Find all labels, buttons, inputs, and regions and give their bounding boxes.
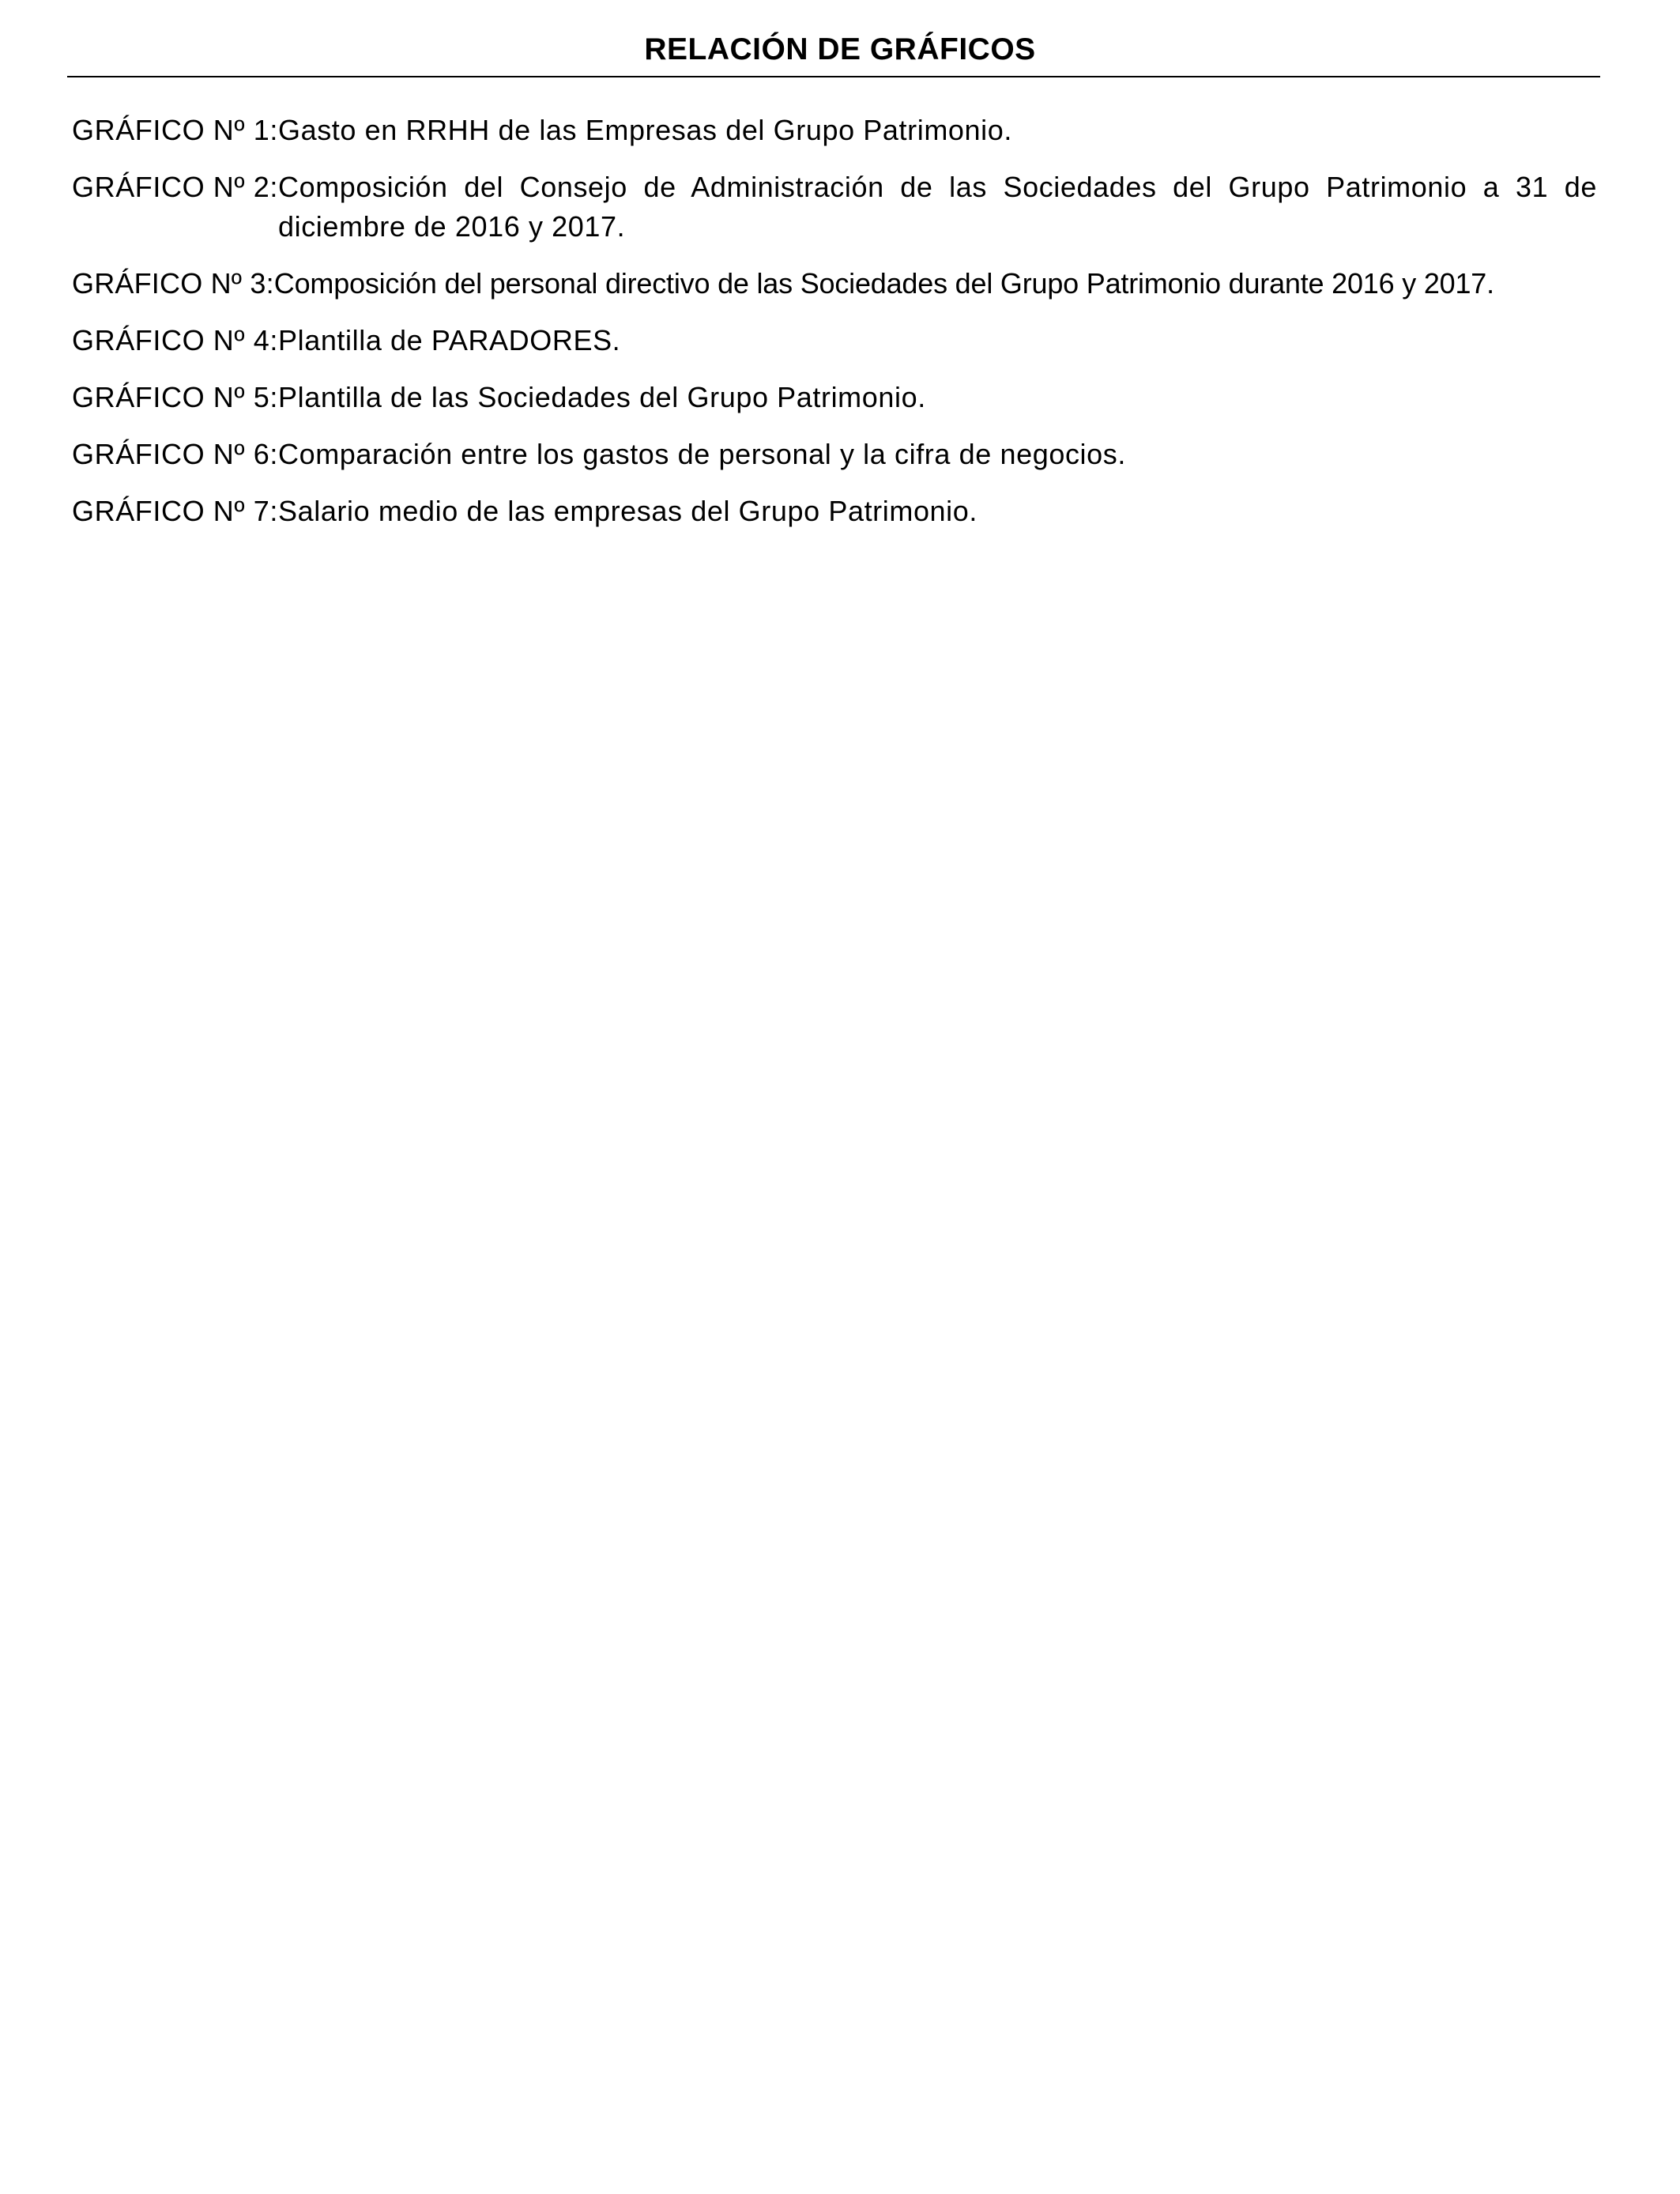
figure-label: GRÁFICO Nº 2:: [72, 171, 278, 203]
figure-label: GRÁFICO Nº 6:: [72, 438, 278, 470]
figure-label: GRÁFICO Nº 1:: [72, 114, 278, 146]
figure-caption: Salario medio de las empresas del Grupo Patrimonio.: [277, 495, 978, 527]
figure-list: [72, 111, 1597, 548]
figure-caption: Composición del personal directivo de las Sociedades del Grupo Patrimonio durante 2016 y 2017.: [273, 267, 1494, 300]
figure-caption: Composición del Consejo de Administración de las Sociedades del Grupo Patrimonio a 31 de diciembre de 2016 y 2017.: [277, 171, 1597, 243]
figure-caption: Plantilla de las Sociedades del Grupo Patrimonio.: [277, 381, 926, 413]
title-underline: [67, 76, 1600, 77]
list-item: [72, 378, 1597, 417]
figure-caption: Comparación entre los gastos de personal y la cifra de negocios.: [277, 438, 1126, 470]
list-item: [72, 492, 1597, 531]
figure-label: GRÁFICO Nº 3:: [72, 267, 274, 300]
figure-label: GRÁFICO Nº 5:: [72, 381, 278, 413]
list-item: [72, 111, 1597, 150]
figure-caption: Gasto en RRHH de las Empresas del Grupo Patrimonio.: [277, 114, 1012, 146]
list-item: [72, 321, 1597, 360]
list-item: [72, 264, 1597, 303]
list-item: [72, 435, 1597, 474]
page-title: RELACIÓN DE GRÁFICOS: [644, 32, 1036, 66]
list-item: [72, 168, 1597, 247]
figure-label: GRÁFICO Nº 7:: [72, 495, 278, 527]
figure-caption: Plantilla de PARADORES.: [277, 324, 621, 356]
figure-label: GRÁFICO Nº 4:: [72, 324, 278, 356]
